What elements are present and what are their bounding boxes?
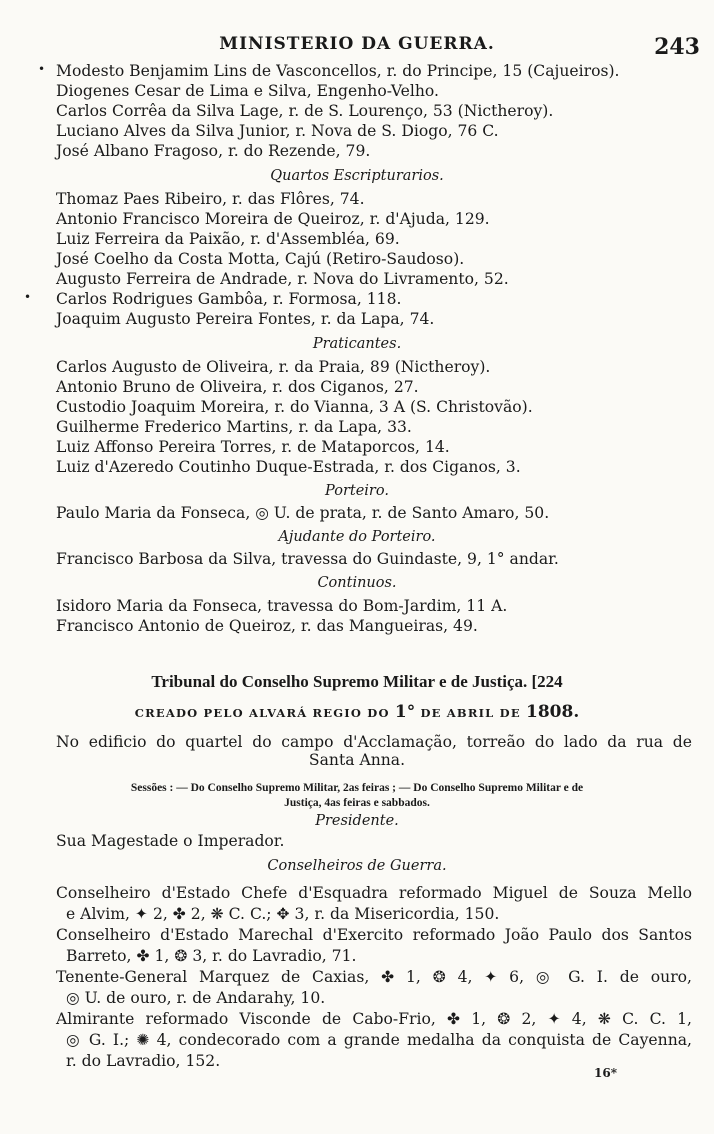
list-item: ◎ U. de ouro, r. de Andarahy, 10. <box>66 989 326 1007</box>
list-item: Luiz Affonso Pereira Torres, r. de Mataporcos, 14. <box>56 438 450 456</box>
list-item: Joaquim Augusto Pereira Fontes, r. da Lapa, 74. <box>56 310 435 328</box>
list-item: Luiz Ferreira da Paixão, r. d'Assembléa, 69. <box>56 230 400 248</box>
list-item: Almirante reformado Visconde de Cabo-Frio, ✤ 1, ❂ 2, ✦ 4, ❋ C. C. 1, <box>56 1010 692 1028</box>
section-heading-praticantes: Praticantes. <box>312 336 402 352</box>
tribunal-sessoes-cont: Justiça, 4as feiras e sabbados. <box>284 797 430 809</box>
margin-dot: • <box>38 62 46 76</box>
list-item: Modesto Benjamim Lins de Vasconcellos, r. do Principe, 15 (Cajueiros). <box>56 62 620 80</box>
list-item: e Alvim, ✦ 2, ✤ 2, ❋ C. C.; ✥ 3, r. da Misericordia, 150. <box>66 905 500 923</box>
list-item: José Albano Fragoso, r. do Rezende, 79. <box>56 142 371 160</box>
list-item: Sua Magestade o Imperador. <box>56 832 285 850</box>
signature-mark: 16* <box>594 1066 617 1080</box>
section-heading-ajudante: Ajudante do Porteiro. <box>278 529 436 545</box>
tribunal-location: No edificio do quartel do campo d'Acclamação, torreão do lado da rua de <box>56 733 692 751</box>
section-heading-porteiro: Porteiro. <box>325 483 389 499</box>
list-item: Augusto Ferreira de Andrade, r. Nova do Livramento, 52. <box>56 270 509 288</box>
section-heading-continuos: Continuos. <box>317 575 397 591</box>
list-item: Conselheiro d'Estado Marechal d'Exercito reformado João Paulo dos Santos <box>56 926 692 944</box>
list-item: ◎ G. I.; ✺ 4, condecorado com a grande medalha da conquista de Cayenna, <box>66 1031 692 1049</box>
tribunal-location-cont: Santa Anna. <box>308 751 406 769</box>
list-item: r. do Lavradio, 152. <box>66 1052 221 1070</box>
tribunal-created: CREADO PELO ALVARÁ REGIO DO 1° DE ABRIL DE 1808. <box>134 702 580 722</box>
list-item: Conselheiro d'Estado Chefe d'Esquadra reformado Miguel de Souza Mello <box>56 884 692 902</box>
list-item: Carlos Corrêa da Silva Lage, r. de S. Lourenço, 53 (Nictheroy). <box>56 102 554 120</box>
list-item: Carlos Augusto de Oliveira, r. da Praia, 89 (Nictheroy). <box>56 358 491 376</box>
list-item: Carlos Rodrigues Gambôa, r. Formosa, 118. <box>56 290 402 308</box>
section-heading-presidente: Presidente. <box>315 813 399 829</box>
margin-dot: • <box>24 290 32 304</box>
list-item: Custodio Joaquim Moreira, r. do Vianna, 3 A (S. Christovão). <box>56 398 533 416</box>
list-item: Francisco Antonio de Queiroz, r. das Mangueiras, 49. <box>56 617 478 635</box>
section-heading-conselheiros: Conselheiros de Guerra. <box>267 858 447 874</box>
list-item: Luciano Alves da Silva Junior, r. Nova de S. Diogo, 76 C. <box>56 122 499 140</box>
tribunal-sessoes: Sessões : — Do Conselho Supremo Militar, 2as feiras ; — Do Conselho Supremo Militar e de <box>130 782 584 794</box>
list-item: Luiz d'Azeredo Coutinho Duque-Estrada, r. dos Ciganos, 3. <box>56 458 521 476</box>
tribunal-title: Tribunal do Conselho Supremo Militar e de Justiça. [224 <box>151 672 563 691</box>
list-item: Barreto, ✤ 1, ❂ 3, r. do Lavradio, 71. <box>66 947 357 965</box>
list-item: Antonio Francisco Moreira de Queiroz, r. d'Ajuda, 129. <box>56 210 490 228</box>
list-item: Thomaz Paes Ribeiro, r. das Flôres, 74. <box>56 190 365 208</box>
list-item: Antonio Bruno de Oliveira, r. dos Ciganos, 27. <box>56 378 419 396</box>
list-item: Guilherme Frederico Martins, r. da Lapa, 33. <box>56 418 412 436</box>
section-heading-quartos: Quartos Escripturarios. <box>270 168 444 184</box>
list-item: Diogenes Cesar de Lima e Silva, Engenho-Velho. <box>56 82 440 100</box>
page-number: 243 <box>654 34 700 60</box>
list-item: José Coelho da Costa Motta, Cajú (Retiro-Saudoso). <box>56 250 465 268</box>
list-item: Paulo Maria da Fonseca, ◎ U. de prata, r. de Santo Amaro, 50. <box>56 504 550 522</box>
page-header <box>0 34 714 58</box>
list-item: Tenente-General Marquez de Caxias, ✤ 1, ❂ 4, ✦ 6, ◎ G. I. de ouro, <box>56 968 692 986</box>
list-item: Francisco Barbosa da Silva, travessa do Guindaste, 9, 1° andar. <box>56 550 559 568</box>
page-title: MINISTERIO DA GUERRA. <box>219 34 495 54</box>
list-item: Isidoro Maria da Fonseca, travessa do Bom-Jardim, 11 A. <box>56 597 508 615</box>
